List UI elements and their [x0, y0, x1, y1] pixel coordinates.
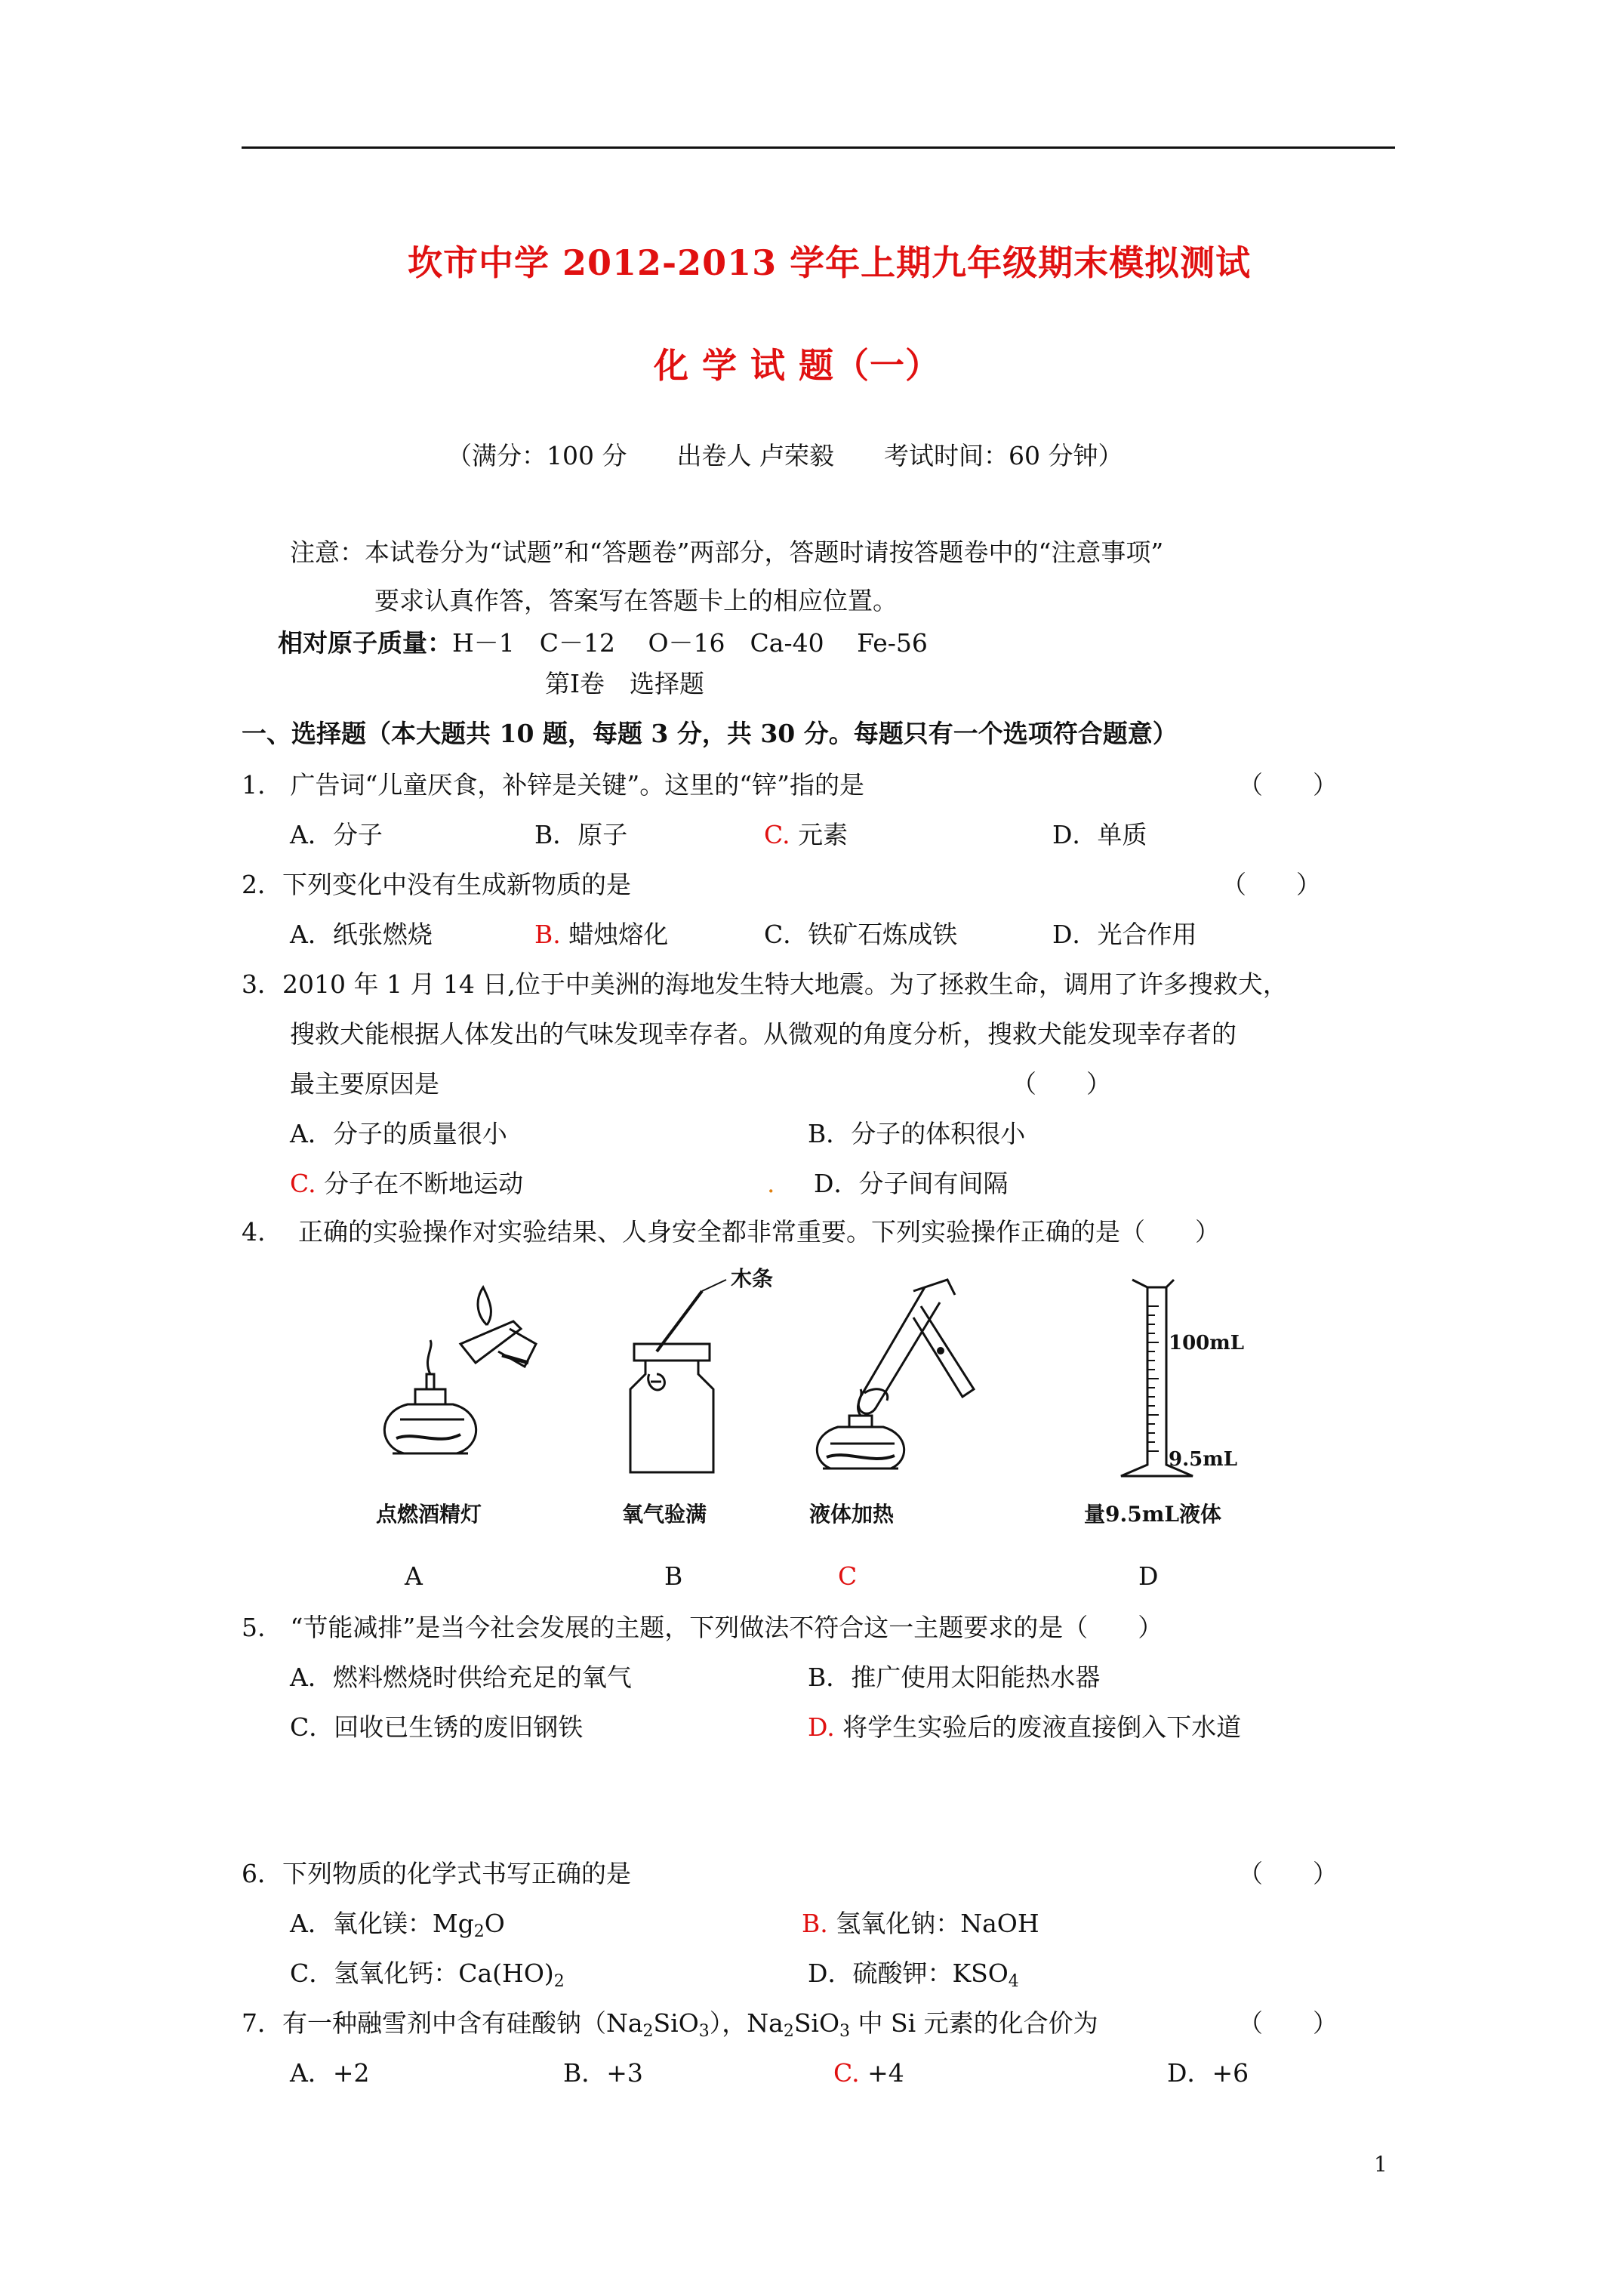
- question-3-line-1: 3．2010 年 1 月 14 日,位于中美洲的海地发生特大地震。为了拯救生命，调用了许多搜救犬，: [242, 969, 1288, 999]
- page-number: 1: [1374, 2152, 1387, 2177]
- caption-b: 氧气验满: [622, 1502, 707, 1527]
- question-1-option-b: B．原子: [534, 820, 628, 849]
- question-3-answer-blank: （ ）: [1012, 1069, 1111, 1099]
- volume-heading: 第Ⅰ卷 选择题: [545, 669, 705, 698]
- exam-subtitle: 化 学 试 题（一）: [654, 345, 941, 386]
- question-6-option-b: B. 氢氧化钠：NaOH: [802, 1909, 1039, 1938]
- question-6-option-c: C．氢氧化钙：$Ca(HO)_2$: [290, 1959, 565, 1991]
- question-5-option-c: C．回收已生锈的废旧钢铁: [290, 1712, 584, 1742]
- question-6-option-a: A．氧化镁：$Mg_2O$: [290, 1909, 505, 1941]
- question-1-option-d: D．单质: [1052, 820, 1147, 849]
- answer-mark: B.: [534, 920, 561, 949]
- question-3-option-b: B．分子的体积很小: [808, 1119, 1026, 1148]
- question-7-stem: 7．有一种融雪剂中含有硅酸钠$(Na_2SiO_3)$，$Na_2SiO_3$ 中 Si 元素的化合价为: [242, 2008, 1098, 2041]
- question-7-option-a: A．+2: [290, 2058, 370, 2088]
- question-5-option-b: B．推广使用太阳能热水器: [808, 1663, 1101, 1692]
- question-5-option-a: A．燃料燃烧时供给充足的氧气: [290, 1663, 632, 1692]
- figure-a-alcohol-lamp: [362, 1284, 544, 1480]
- question-3-line-3: 最主要原因是: [290, 1069, 439, 1099]
- caption-c: 液体加热: [809, 1502, 895, 1527]
- question-1-stem: 1. 广告词“儿童厌食，补锌是关键”。这里的“锌”指的是: [242, 770, 864, 800]
- answer-mark: D.: [808, 1712, 835, 1742]
- stray-dot: .: [767, 1169, 775, 1198]
- question-3-option-d: D．分子间有间隔: [814, 1169, 1009, 1198]
- question-7-option-c: C. +4: [833, 2058, 904, 2088]
- question-6-stem: 6．下列物质的化学式书写正确的是: [242, 1859, 631, 1888]
- answer-mark: B.: [802, 1909, 828, 1938]
- question-1-answer-blank: （ ）: [1238, 770, 1338, 800]
- question-6-answer-blank: （ ）: [1238, 1859, 1338, 1888]
- question-2-answer-blank: （ ）: [1221, 870, 1321, 899]
- label-9-5ml: 9.5mL: [1169, 1448, 1238, 1471]
- label-100ml: 100mL: [1169, 1332, 1245, 1354]
- atomic-mass-values: H－1 C－12 O－16 Ca-40 Fe-56: [452, 628, 928, 658]
- question-7-option-d: D．+6: [1167, 2058, 1249, 2088]
- exam-title: 坎市中学 2012-2013 学年上期九年级期末模拟测试: [408, 242, 1252, 283]
- question-3-option-c: C. 分子在不断地运动: [290, 1169, 524, 1198]
- atomic-mass-label: 相对原子质量：: [278, 628, 452, 658]
- atomic-mass-line: [278, 627, 928, 660]
- answer-mark: C.: [290, 1169, 316, 1198]
- figure-letter-b: B: [664, 1561, 683, 1591]
- figure-letter-c: C: [838, 1561, 858, 1591]
- answer-mark: C.: [833, 2058, 860, 2088]
- question-5-stem: 5. “节能减排”是当今社会发展的主题，下列做法不符合这一主题要求的是（ ）: [242, 1613, 1163, 1642]
- question-7-answer-blank: （ ）: [1238, 2008, 1338, 2038]
- figure-letter-a: A: [405, 1561, 423, 1591]
- figure-letter-d: D: [1138, 1561, 1159, 1591]
- notice-line-2: 要求认真作答，答案写在答题卡上的相应位置。: [374, 586, 898, 615]
- exam-info: （满分：100 分 出卷人 卢荣毅 考试时间：60 分钟）: [447, 441, 1123, 470]
- answer-mark: C.: [764, 820, 790, 849]
- question-3-option-a: A．分子的质量很小: [290, 1119, 507, 1148]
- question-2-option-b: B. 蜡烛熔化: [534, 920, 669, 949]
- question-1-option-a: A．分子: [290, 820, 383, 849]
- caption-d: 量9.5mL液体: [1084, 1502, 1222, 1527]
- question-3-line-2: 搜救犬能根据人体发出的气味发现幸存者。从微观的角度分析，搜救犬能发现幸存者的: [290, 1019, 1236, 1049]
- top-rule: [242, 146, 1395, 149]
- question-2-stem: 2．下列变化中没有生成新物质的是: [242, 870, 631, 899]
- question-2-option-a: A．纸张燃烧: [290, 920, 433, 949]
- question-2-option-d: D．光合作用: [1052, 920, 1197, 949]
- question-6-option-d: D．硫酸钾：$KSO_4$: [808, 1959, 1019, 1991]
- figure-b-oxygen-test: [604, 1276, 785, 1487]
- figure-c-liquid-heating: [800, 1276, 996, 1495]
- caption-a: 点燃酒精灯: [376, 1502, 482, 1527]
- question-2-option-c: C．铁矿石炼成铁: [764, 920, 958, 949]
- question-1-option-c: C. 元素: [764, 820, 848, 849]
- label-wood-stick: 木条: [731, 1266, 774, 1291]
- notice-line-1: 注意：本试卷分为“试题”和“答题卷”两部分，答题时请按答题卷中的“注意事项”: [290, 538, 1164, 567]
- question-5-option-d: D. 将学生实验后的废液直接倒入下水道: [808, 1712, 1242, 1742]
- question-7-option-b: B．+3: [563, 2058, 643, 2088]
- section-heading: 一、选择题（本大题共 10 题，每题 3 分，共 30 分。每题只有一个选项符合题意）: [242, 719, 1178, 748]
- question-4-stem: 4. 正确的实验操作对实验结果、人身安全都非常重要。下列实验操作正确的是（ ）: [242, 1217, 1220, 1247]
